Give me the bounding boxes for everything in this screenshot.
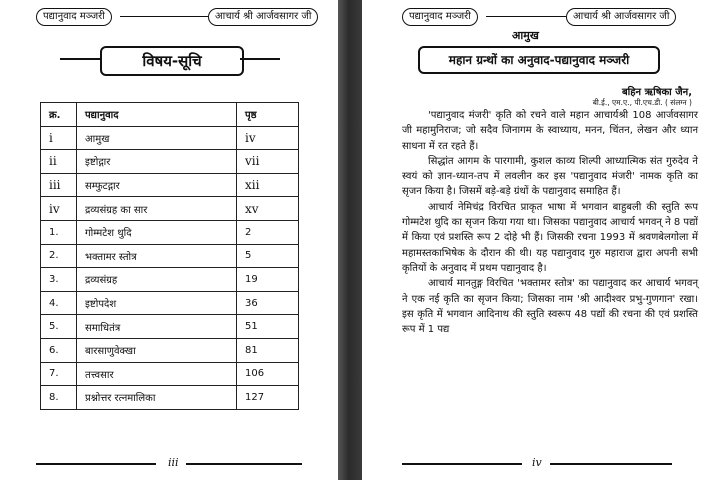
toc-no: 2. [41, 244, 77, 268]
toc-row[interactable] [41, 386, 299, 410]
toc-page: 19 [237, 268, 299, 292]
toc-entry[interactable]: बारसाणुवेक्खा [77, 338, 237, 362]
paragraph: आचार्य नेमिचंद्र विरचित प्राकृत भाषा में भगवान बाहुबली की स्तुति रूप गोम्मटेश थुदि का सृजन किया गया था। जिसका पद्यानुवाद आचार्य भगवन् ने 8 पद्यों में किया एवं प्रशस्ति रूप 2 दोहे भी हैं। जिसकी रचना 1993 में श्रवणबेलगोला में महामस्तकाभिषेक के दौरान की थी। यह पद्यानुवाद गुरु महाराज द्वारा अपनी सभी कृतियों के अनुवाद में प्रथम पद्यानुवाद है। [402, 201, 698, 274]
toc-page: 81 [237, 338, 299, 362]
toc-entry[interactable]: तत्त्वसार [77, 362, 237, 386]
toc-row[interactable] [41, 338, 299, 362]
book-gutter [338, 0, 362, 480]
article-body [402, 108, 698, 337]
left-page [0, 0, 338, 480]
page-number: iv [532, 456, 542, 469]
toc-row[interactable] [41, 362, 299, 386]
toc-header-page: पृष्ठ [237, 103, 299, 127]
toc-page: 51 [237, 315, 299, 339]
header-rule [120, 16, 208, 17]
toc-no: 5. [41, 315, 77, 339]
toc-row[interactable] [41, 126, 299, 150]
paragraph: 'पद्यानुवाद मंजरी' कृति को रचने वाले महान आचार्यश्री 108 आर्जवसागर जी महामुनिराज; जो सदैव जिनागम के स्वाध्याय, मनन, चिंतन, लेखन और ध्यान साधना में रत रहते हैं। [402, 110, 698, 152]
toc-entry[interactable]: भक्तामर स्तोत्र [77, 244, 237, 268]
title-ornament-right [240, 58, 280, 60]
author-qualifications: बी.ई., एम.ए., पी.एच.डी. ( संलग्न ) [592, 98, 692, 107]
right-page [362, 0, 712, 480]
section-heading: आमुख [512, 29, 539, 42]
toc-no: i [41, 126, 77, 150]
toc-no: 7. [41, 362, 77, 386]
toc-no: 8. [41, 386, 77, 410]
header-book-title: पद्यानुवाद मञ्जरी [402, 8, 478, 26]
toc-entry[interactable]: द्रव्यसंग्रह [77, 268, 237, 292]
toc-row[interactable] [41, 220, 299, 244]
toc-page: 5 [237, 244, 299, 268]
author-name: बहिन ऋषिका जैन, [621, 87, 692, 98]
toc-entry[interactable]: इष्टोपदेश [77, 291, 237, 315]
toc-row[interactable] [41, 150, 299, 174]
header-author: आचार्य श्री आर्जवसागर जी [208, 8, 318, 26]
title-ornament-left [60, 58, 100, 60]
toc-page: 2 [237, 220, 299, 244]
toc-row[interactable] [41, 197, 299, 221]
toc-row[interactable] [41, 315, 299, 339]
toc-no: 3. [41, 268, 77, 292]
header-author: आचार्य श्री आर्जवसागर जी [566, 8, 676, 26]
toc-page: 36 [237, 291, 299, 315]
toc-entry[interactable]: आमुख [77, 126, 237, 150]
page-number: iii [168, 456, 179, 469]
footer-ornament-right [550, 463, 672, 465]
toc-page: xv [237, 197, 299, 221]
header-rule [486, 16, 566, 17]
toc-page: 127 [237, 386, 299, 410]
toc-no: iii [41, 173, 77, 197]
toc-row[interactable] [41, 291, 299, 315]
toc-row[interactable] [41, 268, 299, 292]
toc-entry[interactable]: प्रश्नोत्तर रत्नमालिका [77, 386, 237, 410]
toc-entry[interactable]: समाधितंत्र [77, 315, 237, 339]
footer-ornament-right [186, 463, 302, 465]
toc-no: 4. [41, 291, 77, 315]
right-footer [402, 458, 672, 470]
toc-header-title: पद्यानुवाद [77, 103, 237, 127]
paragraph: सिद्धांत आगम के पारगामी, कुशल काव्य शिल्पी आध्यात्मिक संत गुरुदेव ने स्वयं को ज्ञान-ध्यान-तप में लवलीन कर इस 'पद्यानुवाद मंजरी' नामक कृति का सृजन किया है। जिसमें बड़े-बड़े ग्रंथों के पद्यानुवाद समाहित हैं। [402, 155, 698, 198]
toc-no: iv [41, 197, 77, 221]
toc-no: 1. [41, 220, 77, 244]
toc-entry[interactable]: गोम्मटेश थुदि [77, 220, 237, 244]
article-title: महान ग्रन्थों का अनुवाद-पद्यानुवाद मञ्जरी [418, 46, 660, 74]
toc-page: iv [237, 126, 299, 150]
toc-page: xii [237, 173, 299, 197]
toc-no: ii [41, 150, 77, 174]
toc-row[interactable] [41, 173, 299, 197]
toc-table [40, 102, 299, 410]
toc-header-row [41, 103, 299, 127]
toc-header-no: क्र. [41, 103, 77, 127]
toc-page: 106 [237, 362, 299, 386]
toc-title: विषय-सूचि [100, 46, 244, 76]
toc-page: vii [237, 150, 299, 174]
toc-entry[interactable]: सम्फुटद्गार [77, 173, 237, 197]
header-book-title: पद्यानुवाद मञ्जरी [36, 8, 112, 26]
left-footer [36, 458, 302, 470]
footer-ornament-left [402, 463, 522, 465]
toc-entry[interactable]: इष्टोद्गार [77, 150, 237, 174]
footer-ornament-left [36, 463, 156, 465]
paragraph: आचार्य मानतुङ्ग विरचित 'भक्तामर स्तोत्र' का पद्यानुवाद कर आचार्य भगवन् ने एक नई कृति का सृजन किया; जिसका नाम 'श्री आदीश्वर प्रभु-गुणगान' रखा। इस कृति में भगवान आदिनाथ की स्तुति स्वरूप 48 पद्यों की रचना की एवं प्रशस्ति रूप में 1 पद्य [402, 278, 698, 336]
toc-no: 6. [41, 338, 77, 362]
toc-entry[interactable]: द्रव्यसंग्रह का सार [77, 197, 237, 221]
toc-row[interactable] [41, 244, 299, 268]
